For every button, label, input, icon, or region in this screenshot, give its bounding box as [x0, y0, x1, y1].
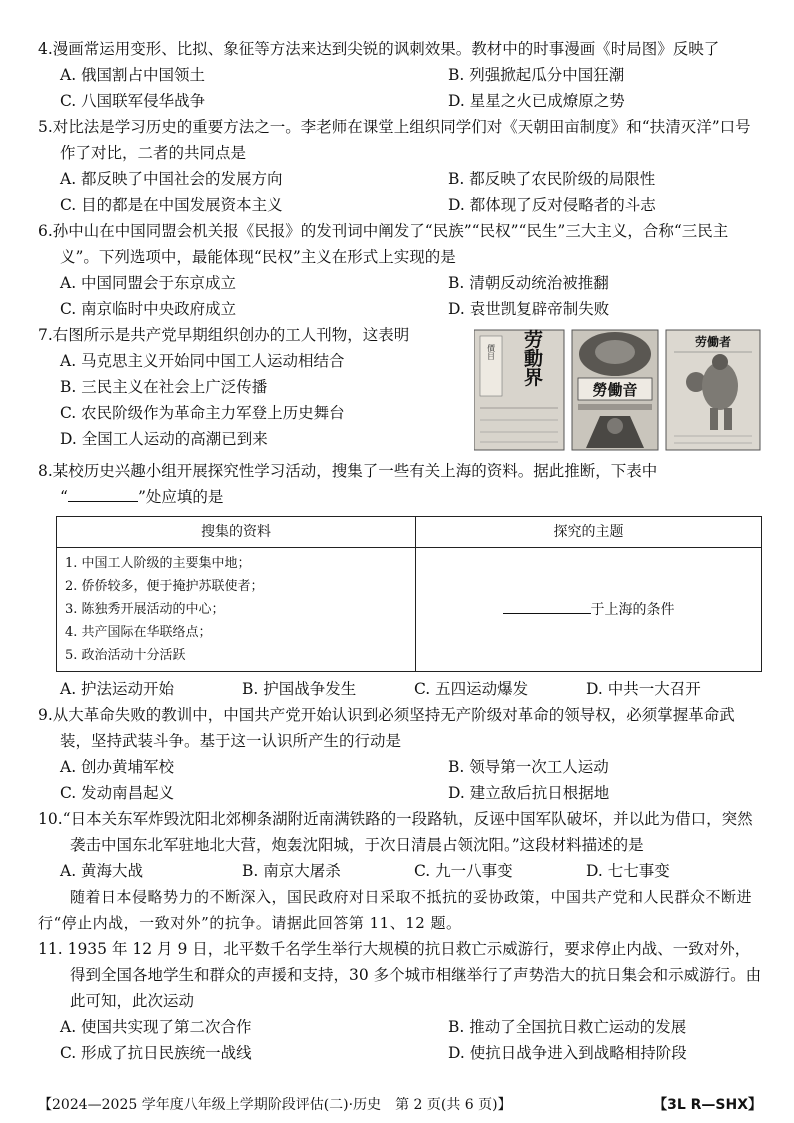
- poster-1-side: 價目: [486, 344, 496, 360]
- question-4-options: [38, 62, 762, 114]
- header-topic: 探究的主题: [416, 517, 762, 548]
- option-a: A. 都反映了中国社会的发展方向: [60, 170, 283, 188]
- option-b: B. 领导第一次工人运动: [448, 758, 609, 776]
- option-a: A. 使国共实现了第二次合作: [60, 1018, 252, 1036]
- question-4: [38, 36, 762, 114]
- option-d: D. 使抗日战争进入到战略相持阶段: [448, 1044, 687, 1062]
- option-c: C. 南京临时中央政府成立: [60, 300, 237, 318]
- option-b: B. 南京大屠杀: [242, 862, 341, 880]
- answer-blank: [68, 501, 138, 502]
- option-b: B. 列强掀起瓜分中国狂潮: [448, 66, 625, 84]
- poster-1: [474, 328, 564, 450]
- option-c: C. 九一八事变: [414, 862, 513, 880]
- question-9: [38, 702, 762, 806]
- question-8-stem-line1: 8.某校历史兴趣小组开展探究性学习活动，搜集了一些有关上海的资料。据此推断，下表中: [38, 462, 658, 480]
- question-6-options: [38, 270, 762, 322]
- topic-cell: [416, 548, 762, 672]
- question-6: [38, 218, 762, 322]
- option-c: C. 形成了抗日民族统一战线: [60, 1044, 252, 1062]
- option-d: D. 袁世凯复辟帝制失败: [448, 300, 610, 318]
- page-footer: [38, 1092, 762, 1118]
- option-a: A. 护法运动开始: [60, 680, 175, 698]
- footer-page-info: 【2024—2025 学年度八年级上学期阶段评估(二)·历史 第 2 页(共 6 页)】: [38, 1097, 512, 1113]
- option-b: B. 三民主义在社会上广泛传播: [60, 378, 268, 396]
- option-a: A. 创办黄埔军校: [60, 758, 175, 776]
- question-4-stem: 4.漫画常运用变形、比拟、象征等方法来达到尖锐的讽刺效果。教材中的时事漫画《时局图》反映了: [38, 40, 720, 58]
- table-row: [57, 548, 762, 672]
- question-8: [38, 458, 762, 702]
- option-d: D. 全国工人运动的高潮已到来: [60, 430, 268, 448]
- option-b: B. 都反映了农民阶级的局限性: [448, 170, 656, 188]
- question-11-stem: 11. 1935 年 12 月 9 日，北平数千名学生举行大规模的抗日救亡示威游行，要求停止内战、一致对外，得到全国各地学生和群众的声援和支持，30 多个城市相继举行了声势浩大的抗日集会和示威游行。由此可知，此次运动: [38, 940, 762, 1010]
- question-10-options: [38, 858, 762, 884]
- option-d: D. 都体现了反对侵略者的斗志: [448, 196, 656, 214]
- option-d: D. 星星之火已成燎原之势: [448, 92, 625, 110]
- material-intro: 随着日本侵略势力的不断深入，国民政府对日采取不抵抗的妥协政策，中国共产党和人民群众不断进行“停止内战，一致对外”的抗争。请据此回答第 11、12 题。: [38, 888, 753, 932]
- option-a: A. 中国同盟会于东京成立: [60, 274, 237, 292]
- question-9-options: [38, 754, 762, 806]
- question-7: [38, 322, 762, 458]
- option-b: B. 清朝反动统治被推翻: [448, 274, 609, 292]
- table-header-row: [57, 517, 762, 548]
- question-7-text: [38, 322, 468, 452]
- list-item: 2. 侨侨较多，便于掩护苏联使者；: [65, 579, 264, 594]
- option-c: C. 发动南昌起义: [60, 784, 175, 802]
- poster-1-title: 劳動界: [521, 329, 543, 387]
- question-5: [38, 114, 762, 218]
- topic-suffix: 于上海的条件: [590, 601, 675, 618]
- list-item: 3. 陈独秀开展活动的中心；: [65, 602, 225, 617]
- option-a: A. 黄海大战: [60, 862, 144, 880]
- poster-2: [572, 330, 658, 450]
- materials-table: [56, 516, 762, 672]
- question-5-stem: 5.对比法是学习历史的重要方法之一。李老师在课堂上组织同学们对《天朝田亩制度》和“扶清灭洋”口号作了对比，二者的共同点是: [38, 118, 751, 162]
- option-c: C. 五四运动爆发: [414, 680, 529, 698]
- topic-blank: [503, 613, 591, 614]
- question-11: [38, 936, 762, 1066]
- option-c: C. 农民阶级作为革命主力军登上历史舞台: [60, 404, 345, 422]
- question-9-stem: 9.从大革命失败的教训中，中国共产党开始认识到必须坚持无产阶级对革命的领导权，必须掌握革命武装，坚持武装斗争。基于这一认识所产生的行动是: [38, 706, 735, 750]
- option-a: A. 马克思主义开始同中国工人运动相结合: [60, 352, 345, 370]
- question-10-stem: 10.“日本关东军炸毁沈阳北郊柳条湖附近南满铁路的一段路轨，反诬中国军队破坏，并以此为借口，突然袭击中国东北军驻地北大营，炮轰沈阳城，于次日清晨占领沈阳。”这段材料描述的是: [38, 810, 753, 854]
- option-b: B. 护国战争发生: [242, 680, 357, 698]
- option-d: D. 建立敌后抗日根据地: [448, 784, 610, 802]
- option-a: A. 俄国割占中国领土: [60, 66, 206, 84]
- list-item: 4. 共产国际在华联络点；: [65, 625, 212, 640]
- close-quote-text: ”处应填的是: [137, 488, 224, 506]
- list-item: 1. 中国工人阶级的主要集中地；: [65, 556, 251, 571]
- option-c: C. 八国联军侵华战争: [60, 92, 206, 110]
- question-7-stem: 7.右图所示是共产党早期组织创办的工人刊物，这表明: [38, 326, 410, 344]
- question-6-stem: 6.孙中山在中国同盟会机关报《民报》的发刊词中阐发了“民族”“民权”“民生”三大主义，合称“三民主义”。下列选项中，最能体现“民权”主义在形式上实现的是: [38, 222, 729, 266]
- option-d: D. 中共一大召开: [586, 680, 701, 698]
- poster-2-title: 勞働音: [592, 381, 638, 399]
- poster-3: [666, 330, 760, 450]
- header-materials: 搜集的资料: [57, 517, 416, 548]
- question-5-options: [38, 166, 762, 218]
- question-11-options: [38, 1014, 762, 1066]
- option-b: B. 推动了全国抗日救亡运动的发展: [448, 1018, 687, 1036]
- exam-page: [38, 36, 762, 1066]
- footer-code: 【3L R—SHX】: [653, 1097, 762, 1113]
- question-8-options: [38, 676, 762, 702]
- question-10: [38, 806, 762, 884]
- materials-list: [57, 548, 416, 672]
- option-c: C. 目的都是在中国发展资本主义: [60, 196, 283, 214]
- open-quote: “: [60, 488, 68, 506]
- poster-3-title: 劳働者: [694, 335, 732, 349]
- question-8-stem-line2: [38, 484, 762, 510]
- list-item: 5. 政治活动十分活跃: [65, 648, 186, 663]
- worker-periodicals-image: [474, 328, 762, 452]
- option-d: D. 七七事变: [586, 862, 670, 880]
